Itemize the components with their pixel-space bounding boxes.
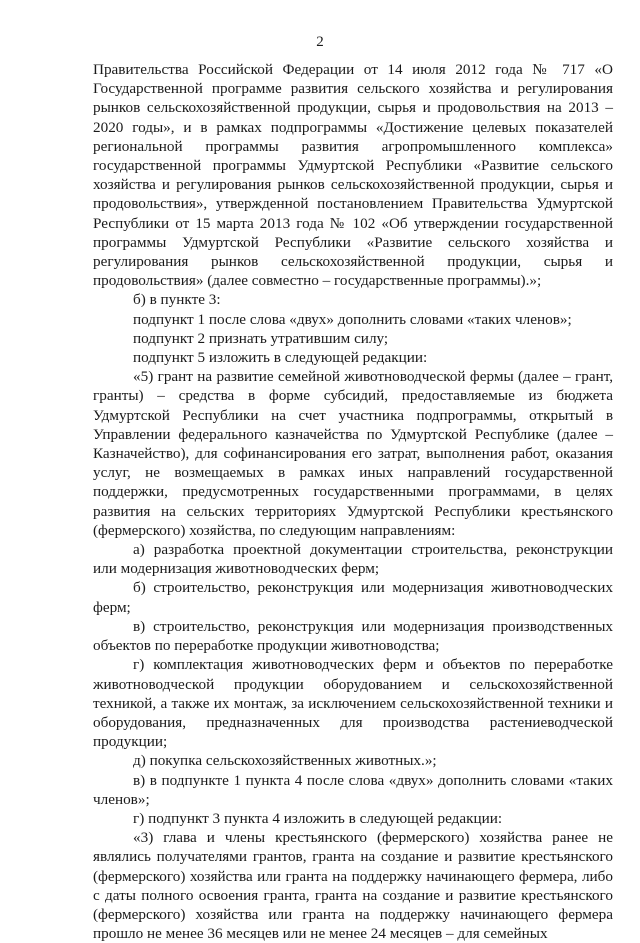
paragraph-5: подпункт 5 изложить в следующей редакции: bbox=[133, 349, 428, 367]
paragraph-9: в) строительство, реконструкция или модернизация производственных объектов по переработке продукции животноводства; bbox=[93, 617, 613, 655]
paragraph-7: а) разработка проектной документации строительства, реконструкции или модернизация животноводческих ферм; bbox=[93, 541, 613, 578]
document-body bbox=[93, 60, 613, 943]
paragraph-1: Правительства Российской Федерации от 14 июля 2012 года № 717 «О Государственной программе развития сельского хозяйства и регулирования рынков сельскохозяйственной продукции, сырья и продовольствия на 2013 – 2020 годы», и в рамках подпрограммы «Достижение целевых показателей региональной программы развития агропромышленного комплекса» государственной программы Удмуртской Республики «Развитие сельского хозяйства и регулирования рынков сельскохозяйственной продукции, сырья и продовольствия», утвержденной постановлением Правительства Удмуртской Республики от 15 марта 2013 года № 102 «Об утверждении государственной программы Удмуртской Республики «Развитие сельского хозяйства и регулирования рынков сельскохозяйственной продукции, сырья и продовольствия» (далее совместно – государственные программы).»; bbox=[93, 61, 613, 290]
paragraph-4: подпункт 2 признать утратившим силу; bbox=[133, 329, 389, 347]
paragraph-12: в) в подпункте 1 пункта 4 после слова «двух» дополнить словами «таких членов»; bbox=[93, 771, 613, 808]
paragraph-3: подпункт 1 после слова «двух» дополнить словами «таких членов»; bbox=[133, 310, 572, 328]
paragraph-13: г) подпункт 3 пункта 4 изложить в следующей редакции: bbox=[133, 809, 503, 827]
page-number: 2 bbox=[316, 34, 324, 50]
paragraph-6: «5) грант на развитие семейной животноводческой фермы (далее – грант, гранты) – средства в форме субсидий, предоставляемые из бюджета Удмуртской Республики на счет участника подпрограммы, открытый в Управлении федерального казначейства по Удмуртской Республике (далее – Казначейство), для софинансирования его затрат, выполнения работ, оказания услуг, не возмещаемых в рамках иных направлений государственной поддержки, предусмотренных государственными программами, в целях развития на сельских территориях Удмуртской Республики крестьянского (фермерского) хозяйства, по следующим направлениям: bbox=[93, 368, 613, 539]
paragraph-8: б) строительство, реконструкция или модернизация животноводческих ферм; bbox=[93, 579, 613, 616]
paragraph-14: «3) глава и члены крестьянского (фермерского) хозяйства ранее не являлись получателями грантов, гранта на создание и развитие крестьянского (фермерского) хозяйства или гранта на поддержку начинающего фермера, либо с даты полного освоения гранта, гранта на создание и развитие крестьянского (фермерского) хозяйства или гранта на поддержку начинающего фермера прошло не менее 36 месяцев или не менее 24 месяцев – для семейных bbox=[93, 829, 613, 943]
paragraph-10: г) комплектация животноводческих ферм и объектов по переработке животноводческой продукции оборудованием и сельскохозяйственной техникой, а также их монтаж, за исключением сельскохозяйственной техники и оборудования, предназначенных для производства растениеводческой продукции; bbox=[93, 656, 613, 751]
paragraph-2: б) в пункте 3: bbox=[133, 291, 221, 309]
paragraph-11: д) покупка сельскохозяйственных животных.»; bbox=[133, 752, 437, 770]
